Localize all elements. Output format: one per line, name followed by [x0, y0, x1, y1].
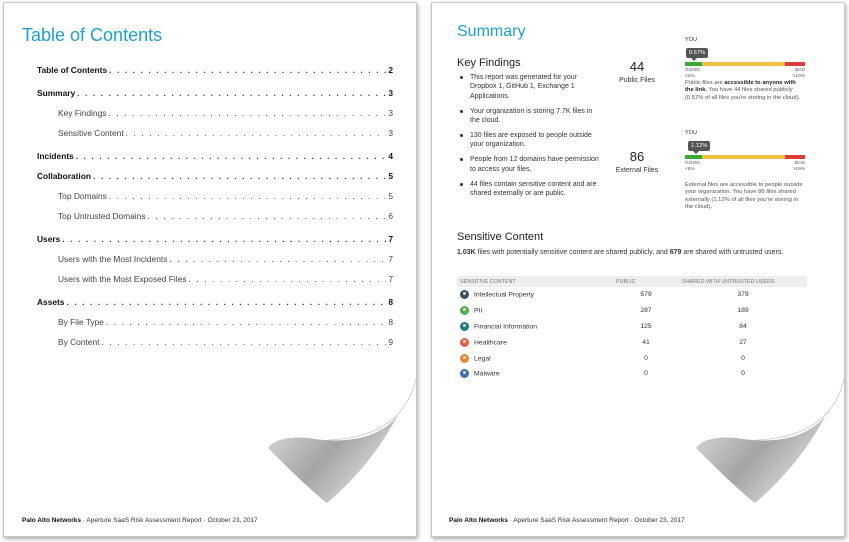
table-row: [457, 287, 807, 303]
page-curl-icon: [268, 368, 417, 537]
toc-title: Table of Contents: [22, 25, 163, 45]
row-category: [457, 319, 613, 335]
row-category: [457, 303, 613, 319]
desc-text: Public files are: [685, 80, 725, 86]
row-untrusted-count: 84: [739, 322, 747, 330]
toc-entry-label: Top Domains: [58, 191, 107, 201]
sensitive-content-table: [457, 276, 807, 382]
external-files-count: 86: [629, 149, 645, 164]
person-ip-icon: [460, 290, 469, 299]
toc-entry[interactable]: [37, 88, 393, 98]
toc-entry-label: Key Findings: [58, 108, 107, 118]
toc-entry[interactable]: [37, 65, 393, 75]
gauge-good-range: <5%: [685, 166, 695, 172]
footer-company: Palo Alto Networks: [449, 517, 508, 524]
sensitive-content-title: Sensitive Content: [457, 231, 544, 243]
toc-footer: [22, 517, 258, 524]
row-untrusted-count: 379: [737, 291, 749, 299]
row-category-name: Intellectual Property: [474, 291, 535, 299]
gauge-good-label: [685, 161, 700, 172]
key-findings-title: Key Findings: [457, 57, 521, 69]
toc-page-number: 3: [388, 128, 393, 138]
external-files-gauge: [685, 130, 813, 211]
table-row: [457, 303, 807, 319]
row-category-name: Malware: [474, 370, 500, 378]
toc-page-number: 6: [388, 211, 393, 221]
toc-subentry[interactable]: [37, 274, 393, 284]
table-row: [457, 350, 807, 366]
row-public-count: 287: [640, 307, 652, 315]
header-untrusted: SHARED WITH UNTRUSTED USERS: [679, 276, 807, 287]
row-untrusted-count: 0: [741, 370, 745, 378]
toc-page-number: 2: [388, 65, 393, 75]
toc-entry-label: Sensitive Content: [58, 128, 124, 138]
toc-page-number: 8: [388, 297, 393, 307]
gauge-you-label: YOU: [685, 130, 697, 136]
toc-page: [3, 2, 417, 537]
gauge-good-label: [685, 68, 700, 79]
external-files-label: External Files: [615, 167, 659, 174]
toc-subentry[interactable]: [37, 128, 393, 138]
toc-entry-label: Users with the Most Exposed Files: [58, 274, 187, 284]
finding-item: 44 files contain sensitive content and are shared externally or are public.: [459, 180, 599, 199]
toc-subentry[interactable]: [37, 254, 393, 264]
toc-entry-label: Users: [37, 234, 61, 244]
toc-leader-dots: [93, 171, 386, 181]
desc-bold: accessible to anyone with the link.: [685, 80, 796, 94]
toc-leader-dots: [148, 211, 387, 221]
toc-page-number: 7: [388, 234, 393, 244]
toc-page-number: 3: [388, 108, 393, 118]
row-public-count: 0: [644, 370, 648, 378]
finding-item: People from 12 domains have permission to access your files.: [459, 155, 599, 174]
toc-leader-dots: [77, 88, 386, 98]
toc-leader-dots: [109, 65, 386, 75]
toc-subentry[interactable]: [37, 211, 393, 221]
row-category-name: PII: [474, 307, 483, 315]
page-curl-icon: [696, 368, 845, 537]
row-category: [457, 366, 613, 382]
summary-title: Summary: [457, 23, 526, 40]
desc-num-public: 1.03K: [457, 249, 476, 256]
toc-entry-label: Assets: [37, 297, 65, 307]
toc-subentry[interactable]: [37, 337, 393, 347]
header-public: PUBLIC: [613, 276, 679, 287]
row-category: [457, 334, 613, 350]
row-category-name: Financial Information: [474, 323, 538, 331]
toc-leader-dots: [109, 191, 386, 201]
gauge-bad-label: [789, 161, 805, 172]
gauge-bad-range: >10%: [792, 73, 805, 79]
gauge-bad-label: [789, 68, 805, 79]
table-row: [457, 334, 807, 350]
gauge-you-label: YOU: [685, 37, 697, 43]
desc-text: External files are accessible to people outside your organization. You have 86 files shared externally (1.12% of all files you're storing in the cloud).: [685, 182, 803, 211]
toc-entry-label: Users with the Most Incidents: [58, 254, 168, 264]
gauge-bar: [685, 155, 805, 159]
desc-mid: files with potentially sensitive content are shared publicly, and: [475, 249, 670, 256]
toc-page-number: 7: [388, 254, 393, 264]
gauge-bad-text: BAD: [795, 161, 805, 166]
toc-entry-label: By File Type: [58, 317, 104, 327]
gauge-good-text: GOOD: [685, 68, 700, 73]
toc-subentry[interactable]: [37, 108, 393, 118]
summary-footer: [449, 517, 685, 524]
toc-leader-dots: [188, 274, 386, 284]
toc-entry[interactable]: [37, 297, 393, 307]
gauge-percent-bubble: 1.12%: [688, 141, 710, 151]
toc-leader-dots: [126, 128, 387, 138]
gauge-bad-range: >15%: [792, 166, 805, 172]
row-public-count: 125: [640, 322, 652, 330]
gauge-percent-bubble: 0.57%: [686, 48, 708, 58]
row-category-name: Healthcare: [474, 339, 507, 347]
external-files-stat: [607, 149, 667, 174]
toc-leader-dots: [62, 234, 386, 244]
row-category: [457, 287, 613, 303]
row-public-count: 579: [640, 291, 652, 299]
desc-num-untrusted: 679: [669, 249, 682, 256]
person-healthcare-icon: [460, 338, 469, 347]
toc-page-number: 5: [388, 171, 393, 181]
toc-entry[interactable]: [37, 234, 393, 244]
public-files-description: [685, 80, 803, 102]
public-files-count: 44: [629, 59, 645, 74]
toc-entry-label: Table of Contents: [37, 65, 108, 75]
gauge-bad-text: BAD: [795, 68, 805, 73]
key-findings-list: [459, 73, 599, 204]
toc-entry[interactable]: [37, 151, 393, 161]
toc-leader-dots: [101, 337, 386, 347]
footer-text: · Aperture SaaS Risk Assessment Report · October 23, 2017: [81, 517, 258, 524]
person-malware-icon: [460, 369, 469, 378]
table-header-row: [457, 276, 807, 287]
header-sensitive-content: SENSITIVE CONTENT: [457, 276, 613, 287]
summary-page: [431, 2, 845, 537]
toc-leader-dots: [108, 108, 386, 118]
table-row: [457, 319, 807, 335]
toc-leader-dots: [76, 151, 387, 161]
row-public-count: 0: [644, 354, 648, 362]
gauge-bar: [685, 62, 805, 66]
finding-item: Your organization is storing 7.7K files in the cloud.: [459, 107, 599, 126]
gauge-good-range: <2%: [685, 73, 695, 79]
external-files-description: [685, 182, 803, 212]
toc-entry-label: Summary: [37, 88, 76, 98]
toc-leader-dots: [169, 254, 386, 264]
public-files-label: Public Files: [619, 77, 655, 84]
toc-page-number: 4: [388, 151, 393, 161]
toc-page-number: 7: [388, 274, 393, 284]
person-pii-icon: [460, 306, 469, 315]
gauge-good-text: GOOD: [685, 161, 700, 166]
row-untrusted-count: 0: [741, 354, 745, 362]
footer-company: Palo Alto Networks: [22, 517, 81, 524]
row-public-count: 41: [642, 338, 650, 346]
toc-entry-label: Top Untrusted Domains: [58, 211, 146, 221]
toc-page-number: 3: [388, 88, 393, 98]
toc-entry[interactable]: [37, 171, 393, 181]
toc-leader-dots: [66, 297, 386, 307]
toc-subentry[interactable]: [37, 191, 393, 201]
toc-page-number: 8: [388, 317, 393, 327]
toc-page-number: 9: [388, 337, 393, 347]
person-financial-icon: [460, 322, 469, 331]
public-files-stat: [607, 59, 667, 84]
finding-item: This report was generated for your Dropbox 1, GitHub 1, Exchange 1 Applications.: [459, 73, 599, 101]
toc-page-number: 5: [388, 191, 393, 201]
row-category: [457, 350, 613, 366]
person-legal-icon: [460, 354, 469, 363]
row-untrusted-count: 189: [737, 307, 749, 315]
toc-entry-label: Collaboration: [37, 171, 91, 181]
finding-item: 130 files are exposed to people outside your organization.: [459, 131, 599, 150]
footer-text: · Aperture SaaS Risk Assessment Report · October 23, 2017: [508, 517, 685, 524]
row-untrusted-count: 27: [739, 338, 747, 346]
public-files-gauge: [685, 37, 813, 101]
toc-entry-label: Incidents: [37, 151, 74, 161]
toc-subentry[interactable]: [37, 317, 393, 327]
toc-list: [37, 65, 393, 347]
desc-text-end: You have 44 files shared publicly (0.57% of all files you're storing in the cloud).: [685, 87, 801, 101]
toc-entry-label: By Content: [58, 337, 100, 347]
desc-end: are shared with untrusted users.: [681, 249, 784, 256]
toc-leader-dots: [106, 317, 386, 327]
row-category-name: Legal: [474, 354, 491, 362]
sensitive-content-description: [457, 248, 812, 257]
